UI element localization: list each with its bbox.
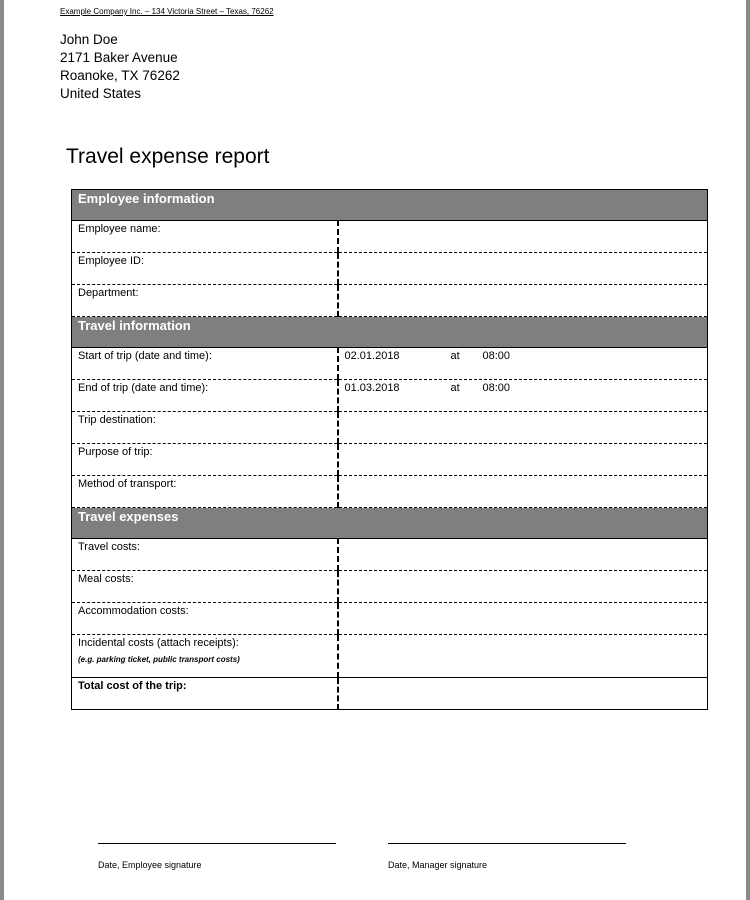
trip-start-field[interactable] (338, 348, 708, 380)
recipient-country: United States (60, 86, 142, 101)
field-label: Trip destination: (72, 412, 338, 444)
recipient-address (60, 31, 180, 103)
field-label: Total cost of the trip: (72, 678, 338, 710)
trip-end-at: at (450, 382, 460, 394)
trip-start-at: at (450, 350, 460, 362)
incidental-costs-field[interactable] (338, 635, 708, 678)
form-row-transport (72, 476, 708, 508)
recipient-street: 2171 Baker Avenue (60, 50, 178, 65)
section-header-expenses (72, 508, 708, 539)
form-row-department (72, 285, 708, 317)
sender-address-line: Example Company Inc. – 134 Victoria Street – Texas, 76262 (60, 7, 274, 16)
trip-end-field[interactable] (338, 380, 708, 412)
recipient-name: John Doe (60, 32, 118, 47)
field-label: Employee ID: (72, 253, 338, 285)
expense-form-table (71, 189, 708, 710)
meal-costs-field[interactable] (338, 571, 708, 603)
incidental-costs-label: Incidental costs (attach receipts): (78, 637, 239, 649)
form-row-incidental-costs (72, 635, 708, 678)
field-label: Employee name: (72, 221, 338, 253)
department-field[interactable] (338, 285, 708, 317)
form-row-meal-costs (72, 571, 708, 603)
form-row-total-cost (72, 678, 708, 710)
incidental-costs-note: (e.g. parking ticket, public transport costs) (78, 655, 240, 664)
form-row-employee-id (72, 253, 708, 285)
transport-method-field[interactable] (338, 476, 708, 508)
document-page (4, 0, 746, 900)
trip-end-date: 01.03.2018 (344, 382, 400, 394)
section-heading: Travel information (72, 317, 708, 348)
employee-name-field[interactable] (338, 221, 708, 253)
section-header-travel (72, 317, 708, 348)
travel-costs-field[interactable] (338, 539, 708, 571)
field-label: Meal costs: (72, 571, 338, 603)
field-label: End of trip (date and time): (72, 380, 338, 412)
total-cost-field[interactable] (338, 678, 708, 710)
form-row-trip-end (72, 380, 708, 412)
field-label: Method of transport: (72, 476, 338, 508)
section-heading: Employee information (72, 190, 708, 221)
trip-destination-field[interactable] (338, 412, 708, 444)
employee-id-field[interactable] (338, 253, 708, 285)
section-header-employee (72, 190, 708, 221)
form-row-trip-start (72, 348, 708, 380)
manager-signature-line[interactable] (388, 843, 626, 844)
trip-end-time: 08:00 (482, 382, 511, 394)
form-row-purpose (72, 444, 708, 476)
form-row-destination (72, 412, 708, 444)
trip-purpose-field[interactable] (338, 444, 708, 476)
document-title: Travel expense report (66, 145, 270, 168)
recipient-city: Roanoke, TX 76262 (60, 68, 180, 83)
manager-signature-label: Date, Manager signature (388, 860, 488, 870)
trip-start-time: 08:00 (482, 350, 511, 362)
field-label: Travel costs: (72, 539, 338, 571)
form-row-employee-name (72, 221, 708, 253)
form-row-travel-costs (72, 539, 708, 571)
field-label: Start of trip (date and time): (72, 348, 338, 380)
section-heading: Travel expenses (72, 508, 708, 539)
employee-signature-label: Date, Employee signature (98, 860, 202, 870)
form-row-accommodation-costs (72, 603, 708, 635)
employee-signature-line[interactable] (98, 843, 336, 844)
field-label: Purpose of trip: (72, 444, 338, 476)
field-label (72, 635, 338, 678)
trip-start-date: 02.01.2018 (344, 350, 400, 362)
field-label: Accommodation costs: (72, 603, 338, 635)
field-label: Department: (72, 285, 338, 317)
accommodation-costs-field[interactable] (338, 603, 708, 635)
